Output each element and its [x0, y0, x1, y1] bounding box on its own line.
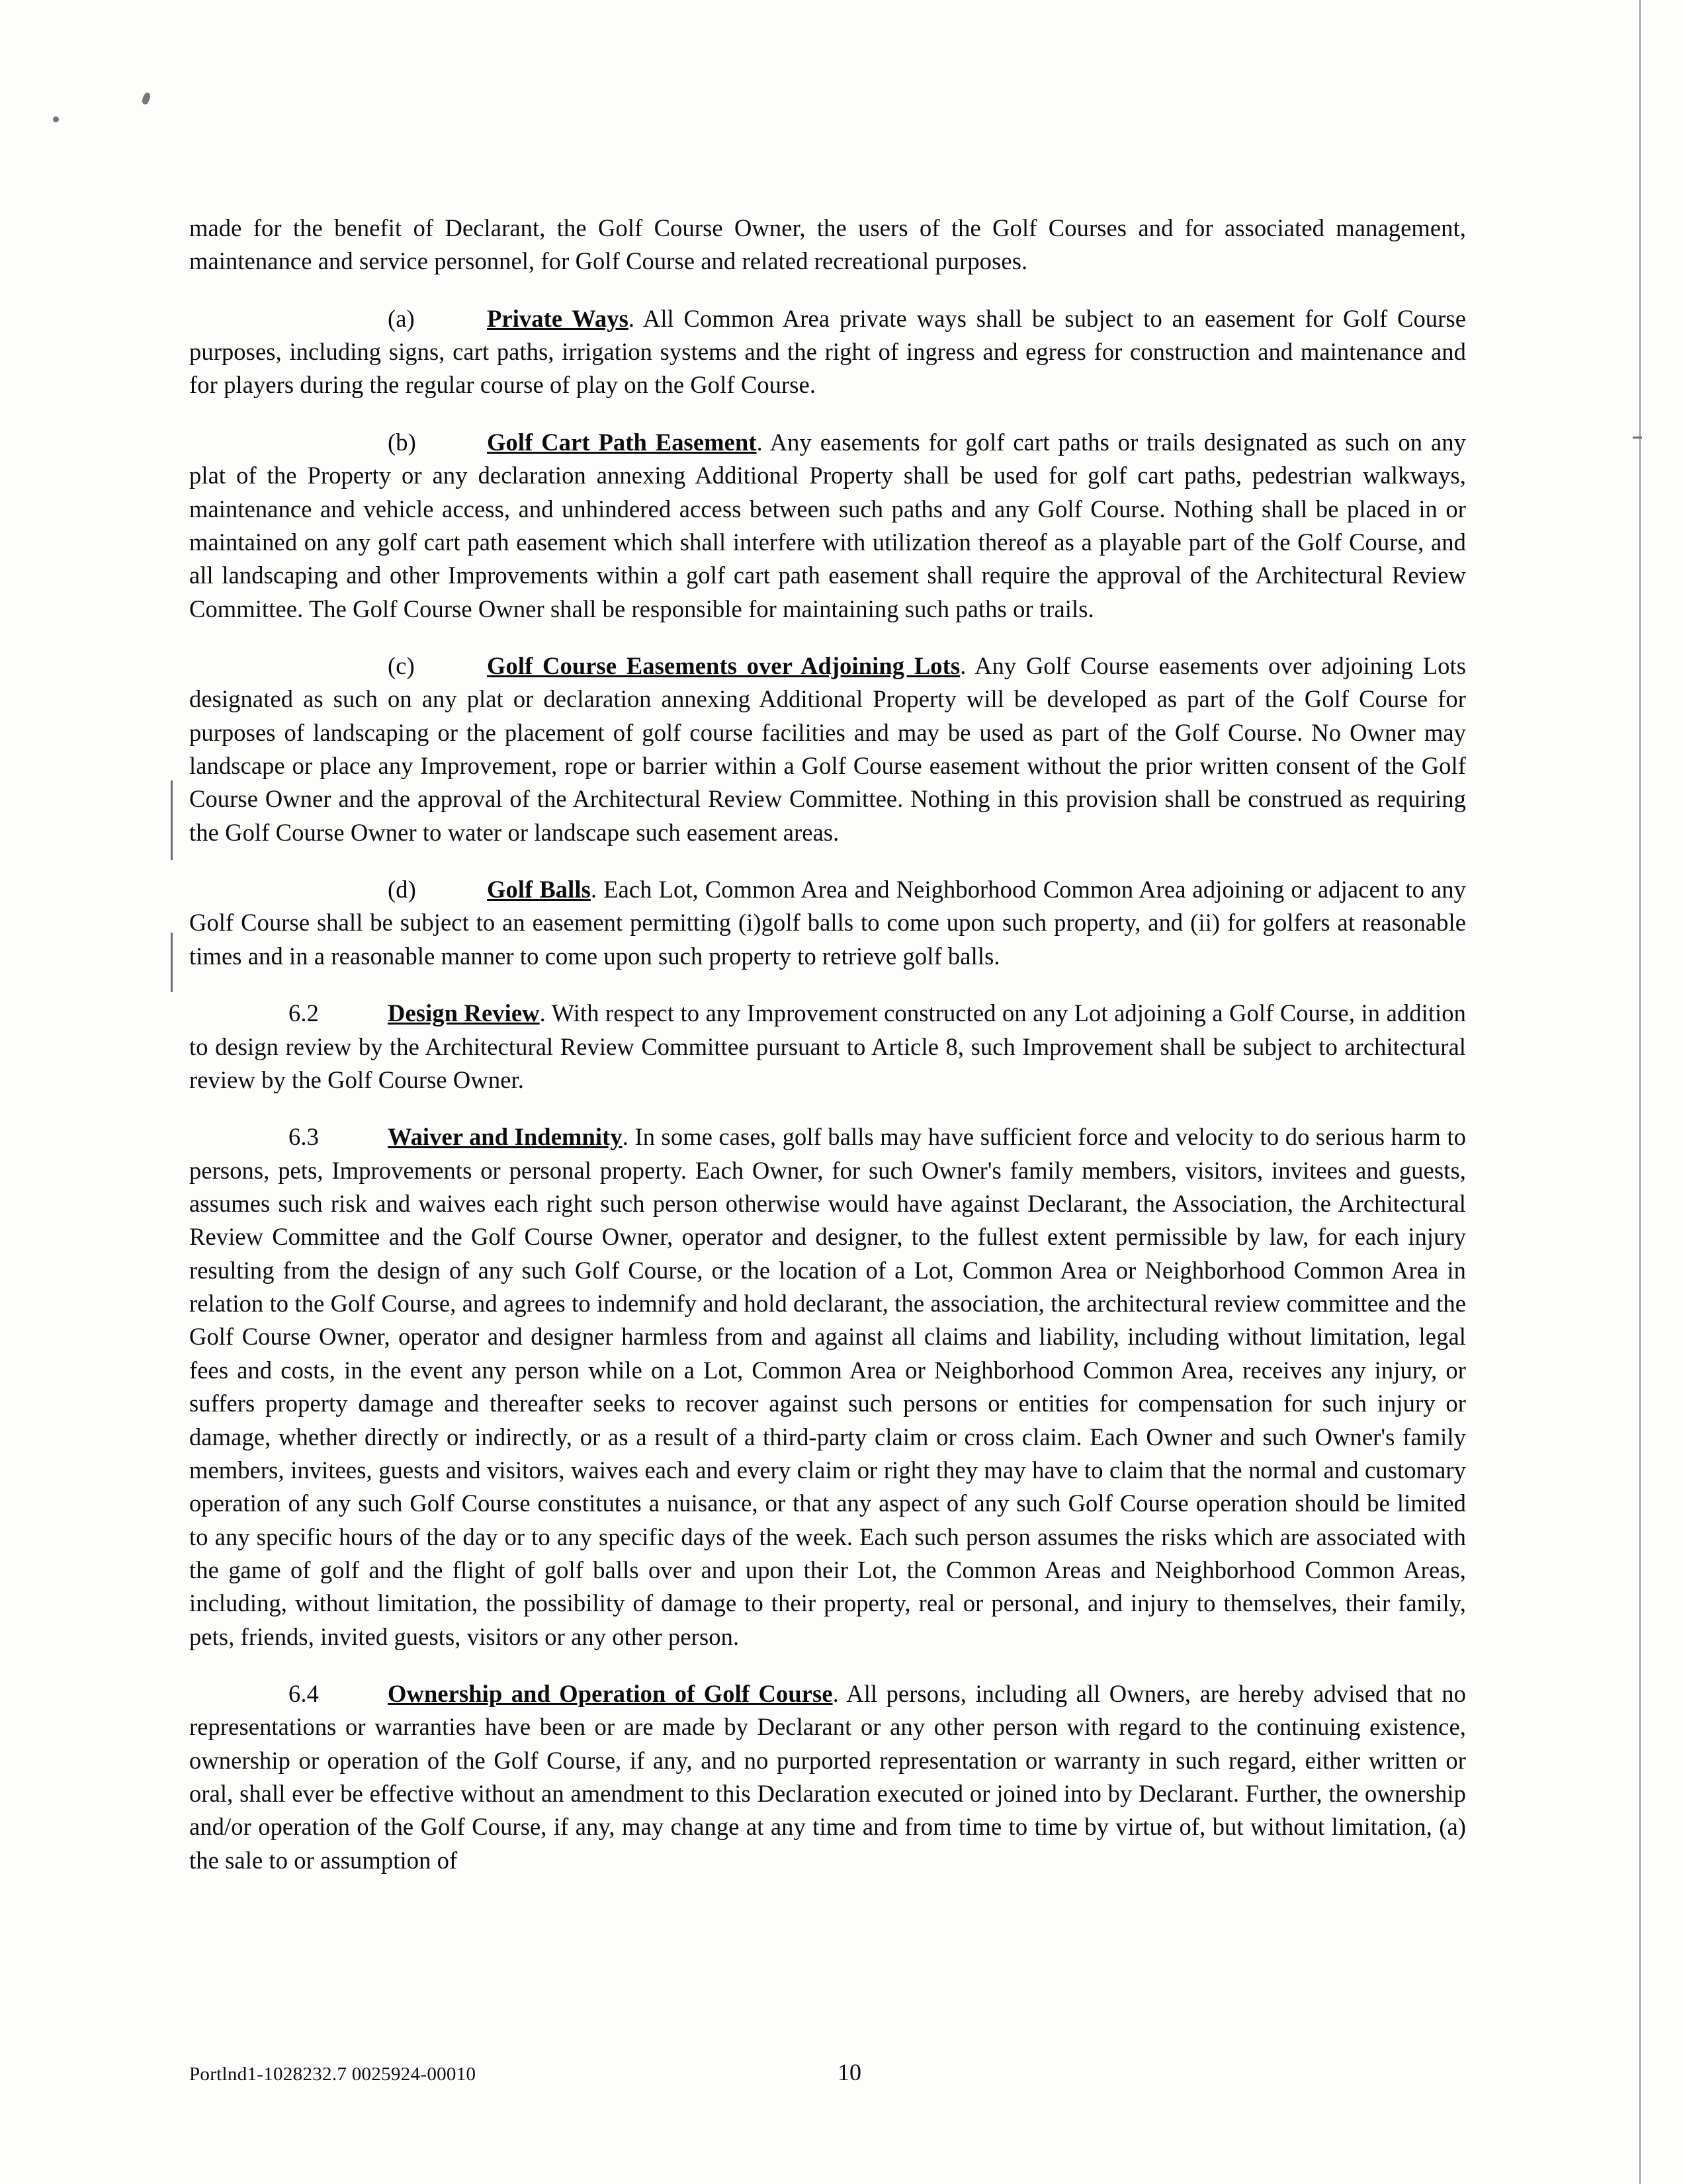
section-6-3: [189, 1120, 1466, 1654]
clause-b-marker: (b): [388, 428, 416, 456]
clause-c-body: . Any Golf Course easements over adjoining Lots designated as such on any plat or declaration annexing Additional Property will be developed as part of the Golf Course for purposes of landscaping or the placement of golf course facilities and may be used as part of the Golf Course. No Owner may landscape or place any Improvement, rope or barrier within a Golf Course easement without the prior written consent of the Golf Course Owner and the approval of the Architectural Review Committee. Nothing in this provision shall be construed as requiring the Golf Course Owner to water or landscape such easement areas.: [189, 651, 1466, 846]
section-6-2: [189, 997, 1466, 1097]
section-6-4-marker: 6.4: [288, 1680, 319, 1708]
scan-speck-a: [53, 116, 59, 122]
footer-reference: Portlnd1-1028232.7 0025924-00010: [189, 2064, 476, 2085]
section-6-2-body: . With respect to any Improvement constructed on any Lot adjoining a Golf Course, in addition to design review by the Architectural Review Committee pursuant to Article 8, such Improvement shall be subject to architectural review by the Golf Course Owner.: [189, 999, 1466, 1093]
section-6-2-marker: 6.2: [288, 999, 319, 1027]
clause-a-heading: Private Ways: [487, 304, 628, 332]
page-number: 10: [838, 2059, 861, 2085]
section-6-4-body: . All persons, including all Owners, are hereby advised that no representations or warranties have been or are made by Declarant or any other person with regard to the continuing existence, ownership or operation of the Golf Course, if any, and no purported representation or warranty in such regard, either written or oral, shall ever be effective without an amendment to this Declaration executed or joined into by Declarant. Further, the ownership and/or operation of the Golf Course, if any, may change at any time and from time to time by virtue of, but without limitation, (a) the sale to or assumption of: [189, 1680, 1466, 1874]
clause-a: [189, 302, 1466, 402]
clause-a-body: . All Common Area private ways shall be subject to an easement for Golf Course purposes, including signs, cart paths, irrigation systems and the right of ingress and egress for construction and maintenance and for players during the regular course of play on the Golf Course.: [189, 304, 1467, 399]
paragraph-intro: made for the benefit of Declarant, the Golf Course Owner, the users of the Golf Courses and for associated management, maintenance and service personnel, for Golf Course and related recreational purposes.: [189, 214, 1466, 275]
page-edge-line: [1639, 0, 1641, 2184]
section-6-4-heading: Ownership and Operation of Golf Course: [388, 1680, 833, 1708]
scan-speck-b: [141, 92, 151, 105]
clause-d-heading: Golf Balls: [487, 876, 591, 903]
document-body: [189, 212, 1466, 1901]
clause-c-marker: (c): [388, 651, 415, 679]
section-6-2-heading: Design Review: [388, 999, 540, 1027]
clause-d-body: . Each Lot, Common Area and Neighborhood Common Area adjoining or adjacent to any Golf Course shall be subject to an easement permitting (i)golf balls to come upon such property, and (ii) for golfers at reasonable times and in a reasonable manner to come upon such property to retrieve golf balls.: [189, 876, 1466, 970]
section-6-3-heading: Waiver and Indemnity: [388, 1123, 623, 1151]
clause-c-heading: Golf Course Easements over Adjoining Lots: [487, 651, 961, 679]
clause-a-marker: (a): [388, 304, 415, 332]
scan-tick-left-upper: [171, 780, 173, 860]
clause-d-marker: (d): [388, 876, 416, 903]
page-footer: [189, 2059, 1466, 2085]
scan-tick-left-lower: [171, 933, 173, 992]
scan-tick-right: [1633, 437, 1642, 439]
clause-c: [189, 650, 1466, 849]
section-6-3-body: . In some cases, golf balls may have sufficient force and velocity to do serious harm to persons, pets, Improvements or personal property. Each Owner, for such Owner's family members, visitors, invitees and guests, assumes such risk and waives each right such person otherwise would have against Declarant, the Association, the Architectural Review Committee and the Golf Course Owner, operator and designer, to the fullest extent permissible by law, for each injury resulting from the design of any such Golf Course, or the location of a Lot, Common Area or Neighborhood Common Area in relation to the Golf Course, and agrees to indemnify and hold declarant, the association, the architectural review committee and the Golf Course Owner, operator and designer harmless from and against all claims and liability, including without limitation, legal fees and costs, in the event any person while on a Lot, Common Area or Neighborhood Common Area, receives any injury, or suffers property damage and thereafter seeks to recover against such persons or entities for compensation for such injury or damage, whether directly or indirectly, or as a result of a third-party claim or cross claim. Each Owner and such Owner's family members, invitees, guests and visitors, waives each and every claim or right they may have to claim that the normal and customary operation of any such Golf Course constitutes a nuisance, or that any aspect of any such Golf Course operation should be limited to any specific hours of the day or to any specific days of the week. Each such person assumes the risks which are associated with the game of golf and the flight of golf balls over and upon their Lot, the Common Areas and Neighborhood Common Areas, including, without limitation, the possibility of damage to their property, real or personal, and injury to themselves, their family, pets, friends, invited guests, visitors or any other person.: [189, 1123, 1466, 1650]
clause-b-body: . Any easements for golf cart paths or trails designated as such on any plat of the Property or any declaration annexing Additional Property shall be used for golf cart paths, pedestrian walkways, maintenance and vehicle access, and unhindered access between such paths and any Golf Course. Nothing shall be placed in or maintained on any golf cart path easement which shall interfere with utilization thereof as a playable part of the Golf Course, and all landscaping and other Improvements within a golf cart path easement shall require the approval of the Architectural Review Committee. The Golf Course Owner shall be responsible for maintaining such paths or trails.: [189, 428, 1466, 622]
clause-b-heading: Golf Cart Path Easement: [487, 428, 757, 456]
clause-b: [189, 426, 1466, 626]
clause-d: [189, 873, 1466, 973]
section-6-3-marker: 6.3: [288, 1123, 319, 1151]
section-6-4: [189, 1677, 1466, 1877]
